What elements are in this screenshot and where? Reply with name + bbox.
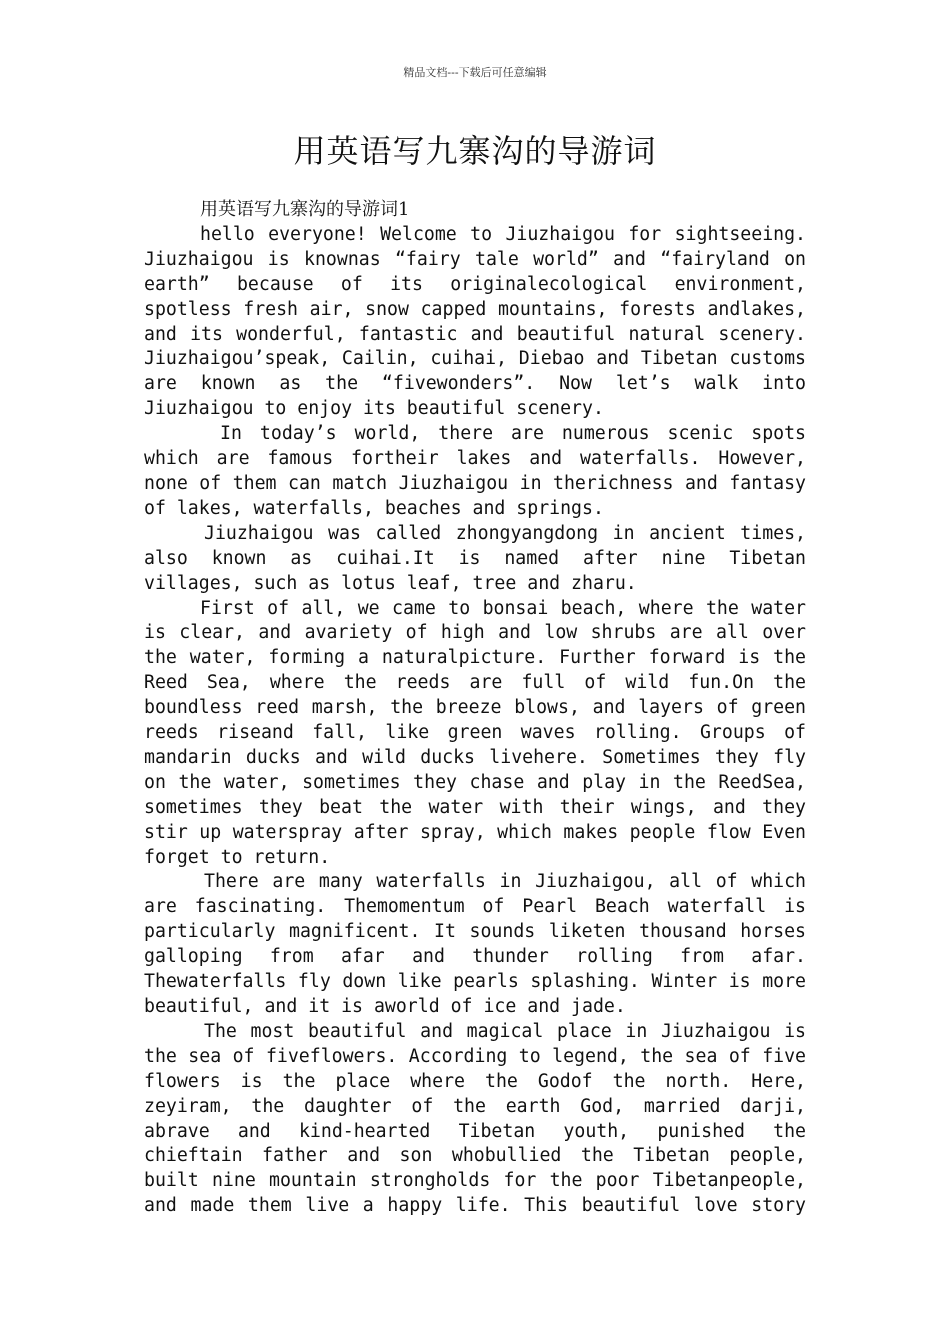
- paragraph: In today’s world, there are numerous scenic spots which are famous fortheir lakes and waterfalls. However, none of them can match Jiuzhaigou in therichness and fantasy of lakes, waterfalls, beaches and springs.: [144, 423, 806, 519]
- paragraph: Jiuzhaigou was called zhongyangdong in ancient times, also known as cuihai.It is named after nine Tibetan villages, such as lotus leaf, tree and zharu.: [144, 522, 806, 594]
- document-body: [144, 198, 806, 1219]
- paragraph: The most beautiful and magical place in Jiuzhaigou is the sea of fiveflowers. According to legend, the sea of five flowers is the place where the Godof the north. Here, zeyiram, the daughter of the earth God, married darji, abrave and kind-hearted Tibetan youth, punished the chieftain father and son whobullied the Tibetan people, built nine mountain strongholds for the poor Tibetanpeople, and made them live a happy life. This beautiful love story: [144, 1020, 806, 1217]
- section-subtitle: 用英语写九寨沟的导游词1: [200, 199, 410, 220]
- paragraph: hello everyone! Welcome to Jiuzhaigou for sightseeing. Jiuzhaigou is knownas “fairy tale world” and “fairyland on earth” because of its originalecological environment, spotless fresh air, snow capped mountains, forests andlakes, and its wonderful, fantastic and beautiful natural scenery. Jiuzhaigou’speak, Cailin, cuihai, Diebao and Tibetan customs are known as the “fivewonders”. Now let’s walk into Jiuzhaigou to enjoy its beautiful scenery.: [144, 223, 806, 420]
- page-header: 精品文档---下载后可任意编辑: [403, 66, 547, 79]
- document-title: 用英语写九寨沟的导游词: [293, 132, 657, 170]
- paragraph: First of all, we came to bonsai beach, where the water is clear, and avariety of high and low shrubs are all over the water, forming a naturalpicture. Further forward is the Reed Sea, where the reeds are full of wild fun.On the boundless reed marsh, the breeze blows, and layers of green reeds riseand fall, like green waves rolling. Groups of mandarin ducks and wild ducks livehere. Sometimes they fly on the water, sometimes they chase and play in the ReedSea, sometimes they beat the water with their wings, and they stir up waterspray after spray, which makes people flow Even forget to return.: [144, 597, 806, 868]
- paragraph: There are many waterfalls in Jiuzhaigou, all of which are fascinating. Themomentum of Pearl Beach waterfall is particularly magnificent. It sounds liketen thousand horses galloping from afar and thunder rolling from afar. Thewaterfalls fly down like pearls splashing. Winter is more beautiful, and it is aworld of ice and jade.: [144, 871, 806, 1017]
